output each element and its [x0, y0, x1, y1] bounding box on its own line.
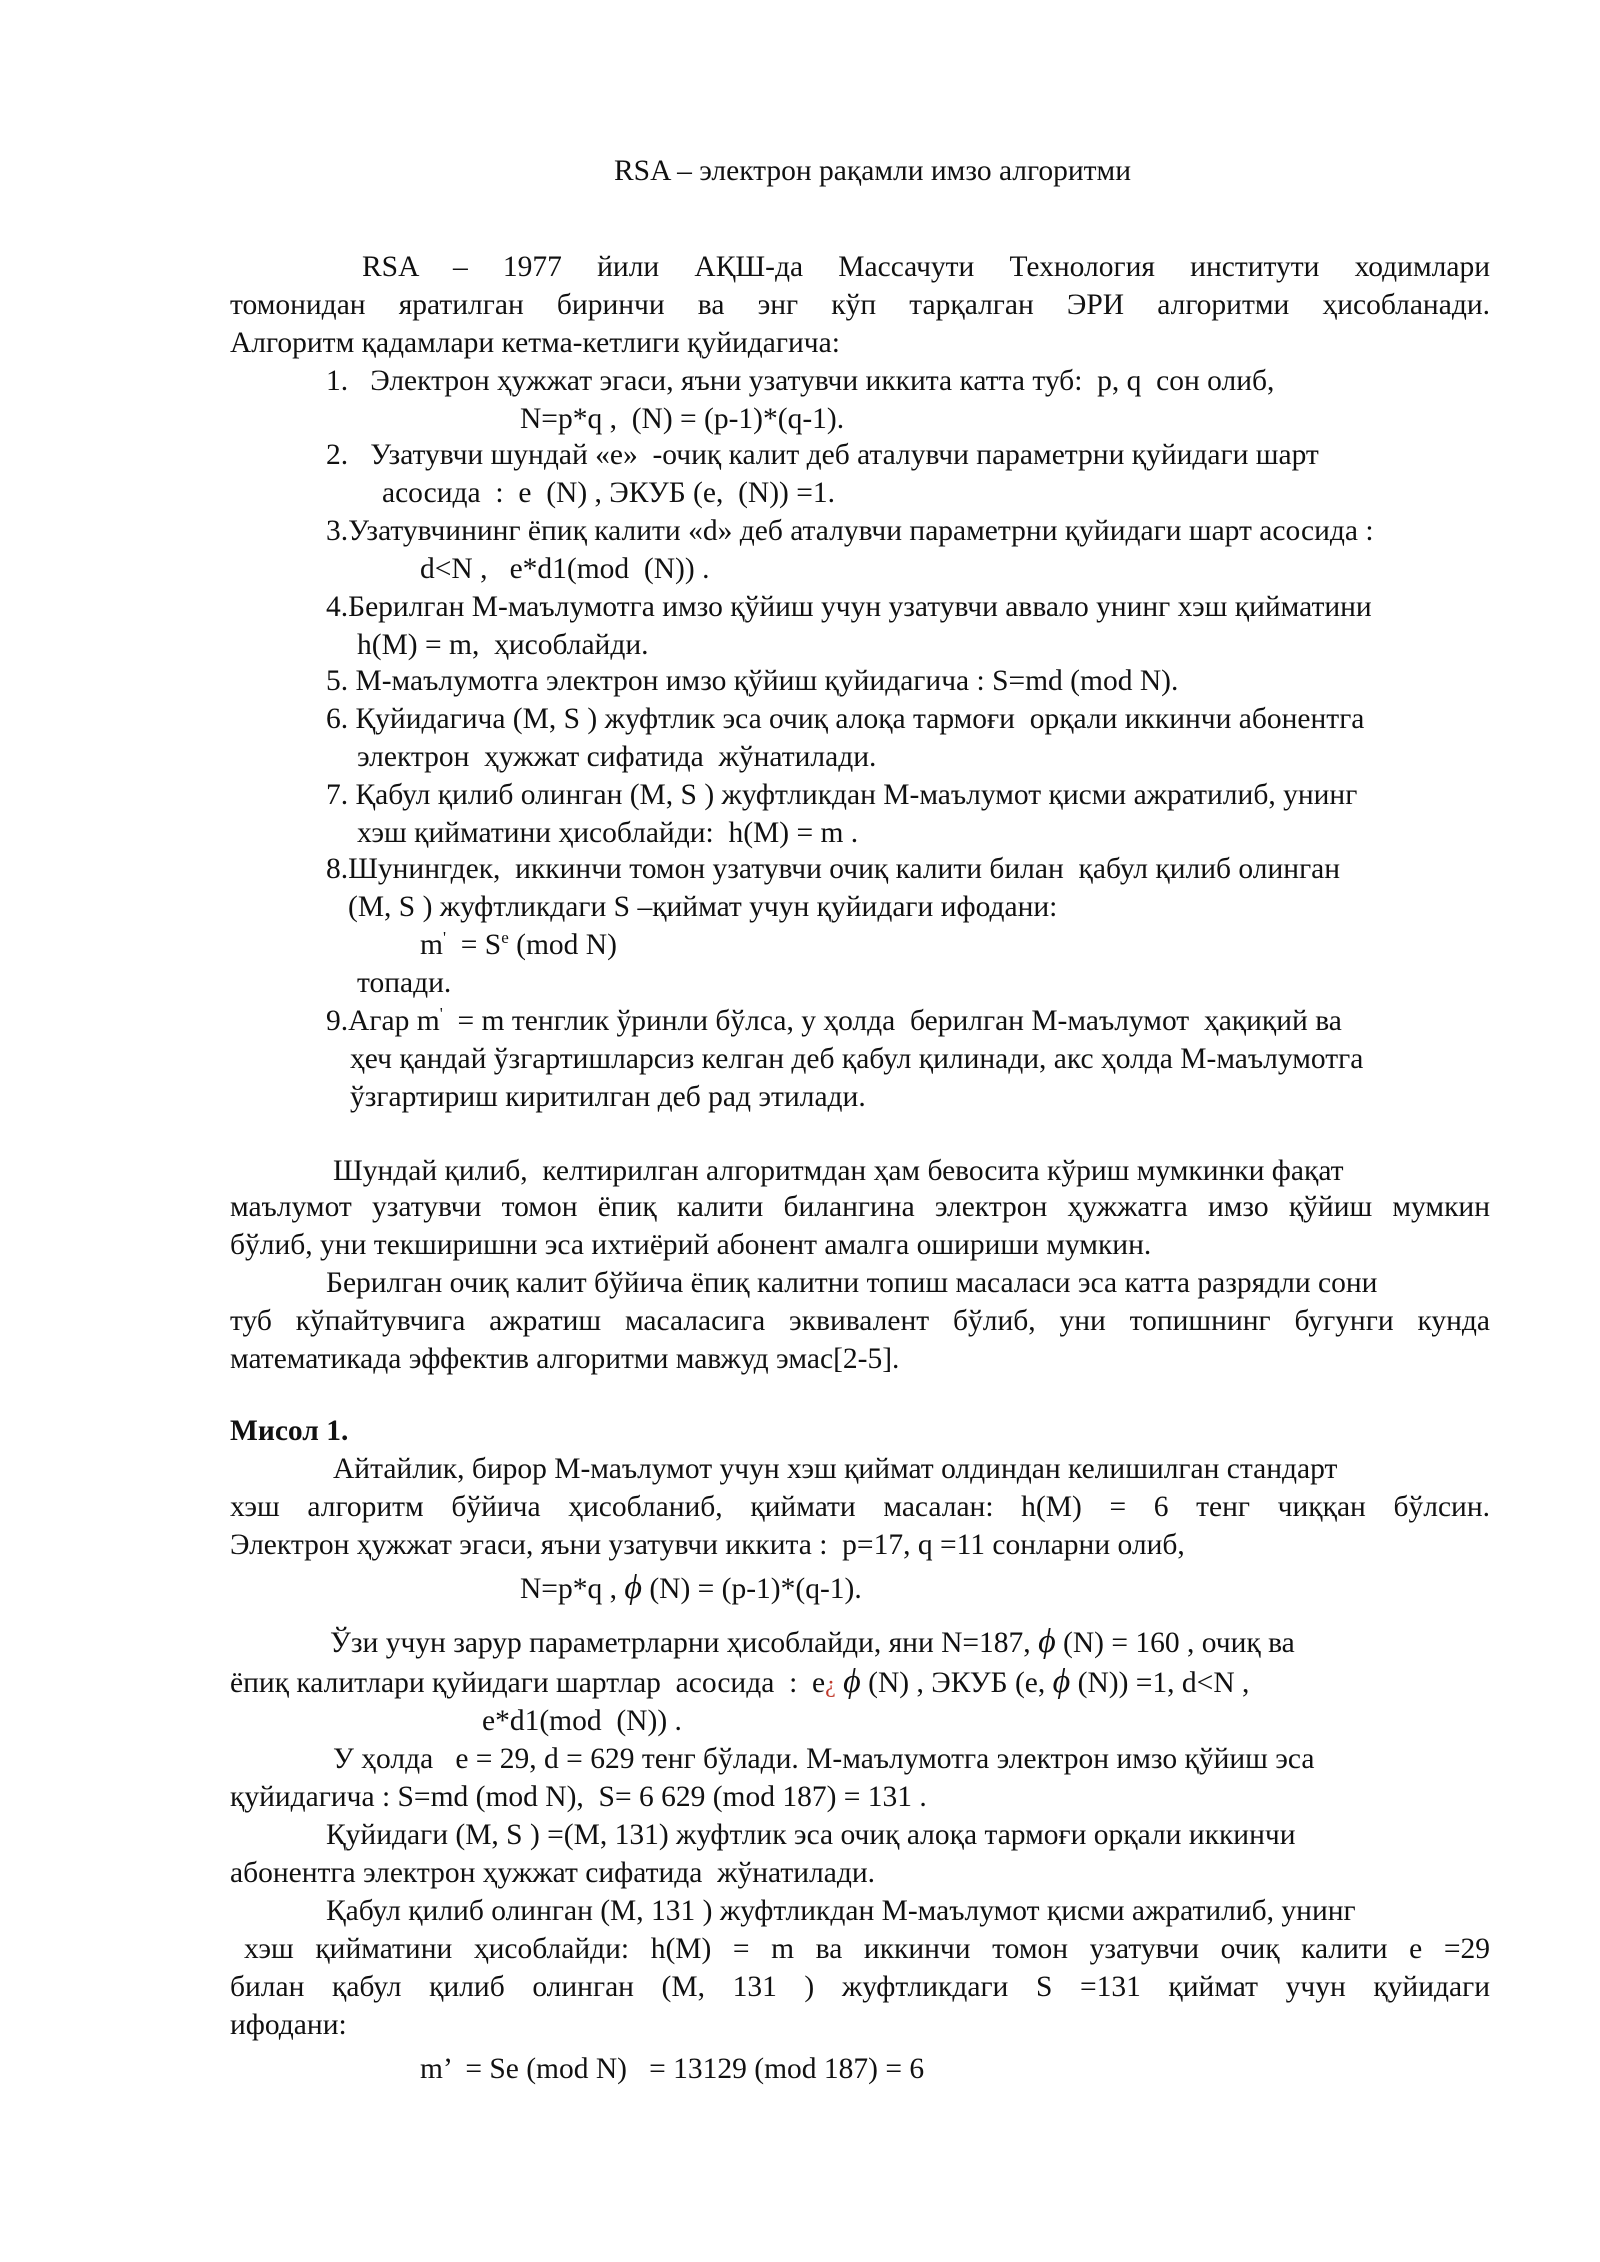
formula-phi-n: (N) = (p-1)*(q-1). — [641, 1573, 862, 1605]
step-9-post: = m тенглик ўринли бўлса, у ҳолда берилган M-маълумот ҳақиқий ва — [442, 1005, 1342, 1037]
step-1-line-2: N=p*q , (N) = (p-1)*(q-1). — [520, 403, 845, 435]
step-4-line-2: h(M) = m, ҳисоблайди. — [357, 629, 649, 661]
intro-line-1: RSA – 1977 йили АҚШ-да Массачути Технология институти ходимлари — [362, 251, 1490, 283]
step-1-line-1: 1. Электрон ҳужжат эгаси, яъни узатувчи иккита катта туб: p, q сон олиб, — [326, 365, 1275, 397]
step-2-line-1: 2. Узатувчи шундай «e» -очиқ калит деб аталувчи параметрни қуйидаги шарт — [326, 439, 1319, 471]
example-line-6-pre: ёпиқ калитлари қуйидаги шартлар асосида : e — [230, 1667, 826, 1699]
example-final-formula: m’ = Se (mod N) = 13129 (mod 187) = 6 — [420, 2053, 925, 2085]
paragraph-3-line-1: Берилган очиқ калит бўйича ёпиқ калитни топиш масаласи эса катта разрядли сони — [326, 1267, 1378, 1299]
example-formula-1 — [520, 1570, 862, 1608]
step-8-line-1: 8.Шунингдек, иккинчи томон узатувчи очиқ калити билан қабул қилиб олинган — [326, 853, 1341, 885]
example-line-7: e*d1(mod (N)) . — [482, 1705, 682, 1737]
phi-symbol: ϕ — [1038, 1623, 1056, 1660]
example-line-1: Айтайлик, бирор M-маълумот учун хэш қиймат олдиндан келишилган стандарт — [333, 1453, 1338, 1485]
example-line-13: хэш қийматини ҳисоблайди: h(M) = m ва иккинчи томон узатувчи очиқ калити e =29 — [244, 1933, 1490, 1965]
paragraph-2-line-3: бўлиб, уни текширишни эса ихтиёрий абонент амалга ошириши мумкин. — [230, 1229, 1152, 1261]
example-line-5-pre: Ўзи учун зарур параметрларни ҳисоблайди, яни N=187, — [330, 1627, 1039, 1659]
document-title: RSA – электрон рақамли имзо алгоритми — [614, 155, 1132, 187]
example-line-10: Қуйидаги (M, S ) =(M, 131) жуфтлик эса очиқ алоқа тармоғи орқали иккинчи — [326, 1819, 1296, 1851]
example-line-8: У ҳолда e = 29, d = 629 тенг бўлади. M-маълумотга электрон имзо қўйиш эса — [333, 1743, 1315, 1775]
step-9-pre: 9.Агар m — [326, 1005, 440, 1037]
step-7-line-1: 7. Қабул қилиб олинган (M, S ) жуфтликдан M-маълумот қисми ажратилиб, унинг — [326, 779, 1358, 811]
paragraph-2-line-1: Шундай қилиб, келтирилган алгоритмдан ҳам бевосита кўриш мумкинки фақат — [333, 1155, 1344, 1187]
example-line-14: билан қабул қилиб олинган (M, 131 ) жуфтликдаги S =131 қиймат учун қуйидаги — [230, 1971, 1490, 2003]
intro-line-3: Алгоритм қадамлари кетма-кетлиги қуйидагича: — [230, 327, 840, 359]
example-line-5-post: (N) = 160 , очиқ ва — [1055, 1627, 1295, 1659]
formula-mod: (mod N) — [508, 929, 617, 961]
example-line-6-post: (N)) =1, d<N , — [1070, 1667, 1250, 1699]
step-6-line-2: электрон ҳужжат сифатида жўнатилади. — [357, 741, 877, 773]
step-3-line-2: d<N , e*d1(mod (N)) . — [420, 553, 710, 585]
step-4-line-1: 4.Берилган M-маълумотга имзо қўйиш учун узатувчи аввало унинг хэш қийматини — [326, 591, 1372, 623]
example-line-5 — [330, 1624, 1295, 1662]
step-8-line-4: топади. — [357, 967, 452, 999]
step-9-line-2: ҳеч қандай ўзгартишларсиз келган деб қабул қилинади, акс ҳолда M-маълумотга — [350, 1043, 1364, 1075]
phi-symbol: ϕ — [843, 1663, 861, 1700]
step-9-line-1 — [326, 1002, 1342, 1040]
formula-eq-s: = S — [446, 929, 502, 961]
paragraph-3-line-2: туб кўпайтувчига ажратиш масаласига эквивалент бўлиб, уни топишнинг бугунги кунда — [230, 1305, 1490, 1337]
intro-line-2: томонидан яратилган биринчи ва энг кўп тарқалган ЭРИ алгоритми ҳисобланади. — [230, 289, 1490, 321]
formula-m: m — [420, 929, 443, 961]
inverted-question-glyph: ¿ — [825, 1672, 836, 1698]
phi-symbol: ϕ — [1052, 1663, 1071, 1700]
example-line-12: Қабул қилиб олинган (M, 131 ) жуфтликдан M-маълумот қисми ажратилиб, унинг — [326, 1895, 1356, 1927]
formula-n-pq: N=p*q , — [520, 1573, 625, 1605]
example-line-11: абонентга электрон ҳужжат сифатида жўнатилади. — [230, 1857, 876, 1889]
phi-symbol: ϕ — [624, 1569, 642, 1606]
example-line-6-mid: (N) , ЭКУБ (e, — [860, 1667, 1053, 1699]
example-line-3: Электрон ҳужжат эгаси, яъни узатувчи иккита : p=17, q =11 сонларни олиб, — [230, 1529, 1185, 1561]
step-7-line-2: хэш қийматини ҳисоблайди: h(M) = m . — [357, 817, 859, 849]
step-9-prime: ' — [439, 1004, 443, 1023]
example-line-6 — [230, 1664, 1249, 1704]
example-line-9: қуйидагича : S=md (mod N), S= 6 629 (mod 187) = 131 . — [230, 1781, 927, 1813]
step-8-line-2: (M, S ) жуфтликдаги S –қиймат учун қуйидаги ифодани: — [348, 891, 1058, 923]
formula-prime: ' — [442, 928, 447, 947]
step-3-line-1: 3.Узатувчининг ёпиқ калити «d» деб аталувчи параметрни қуйидаги шарт асосида : — [326, 515, 1374, 547]
step-6-line-1: 6. Қуйидагича (M, S ) жуфтлик эса очиқ алоқа тармоғи орқали иккинчи абонентга — [326, 703, 1365, 735]
paragraph-3-line-3: математикада эффектив алгоритми мавжуд эмас[2-5]. — [230, 1343, 900, 1375]
step-9-line-3: ўзгартириш киритилган деб рад этилади. — [350, 1081, 866, 1113]
step-2-line-2: асосида : e (N) , ЭКУБ (e, (N)) =1. — [382, 477, 835, 509]
formula-exponent-e: e — [501, 928, 509, 947]
paragraph-2-line-2: маълумот узатувчи томон ёпиқ калити билангина электрон ҳужжатга имзо қўйиш мумкин — [230, 1191, 1490, 1223]
step-5: 5. M-маълумотга электрон имзо қўйиш қуйидагича : S=md (mod N). — [326, 665, 1179, 697]
step-8-formula — [420, 926, 617, 964]
example-heading: Мисол 1. — [230, 1415, 349, 1447]
example-line-2: хэш алгоритм бўйича ҳисобланиб, қиймати масалан: h(M) = 6 тенг чиққан бўлсин. — [230, 1491, 1490, 1523]
example-line-15: ифодани: — [230, 2009, 347, 2041]
